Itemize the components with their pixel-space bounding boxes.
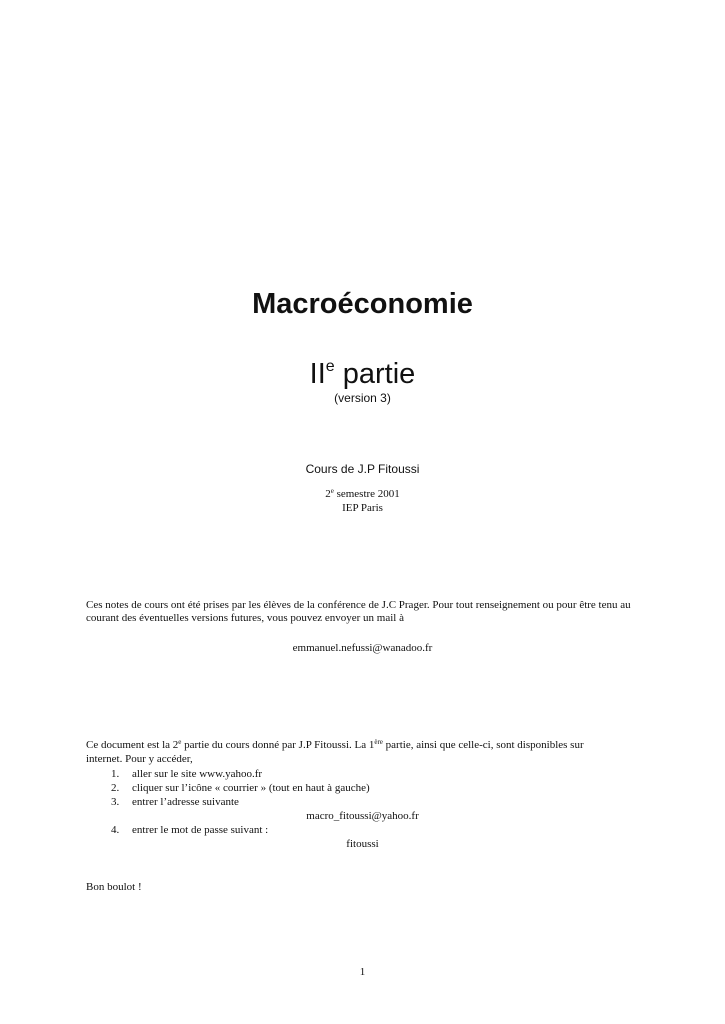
login-address: macro_fitoussi@yahoo.fr xyxy=(306,810,419,822)
note-superscript-1: e xyxy=(178,738,182,746)
document-note-line-1 xyxy=(86,739,646,752)
step-number: 1. xyxy=(111,768,120,780)
step-text: aller sur le site www.yahoo.fr xyxy=(132,768,263,780)
semester-superscript: e xyxy=(330,487,334,495)
document-note-line-2: internet. Pour y accéder, xyxy=(86,753,193,765)
step-text: entrer le mot de passe suivant : xyxy=(132,824,269,836)
subtitle-text: partie xyxy=(334,358,416,390)
note-part-3: partie, ainsi que celle-ci, sont disponibles sur xyxy=(382,739,584,751)
page-number: 1 xyxy=(359,966,366,978)
step-text: cliquer sur l’icône « courrier » (tout en haut à gauche) xyxy=(132,782,370,794)
semester-number: 2 xyxy=(325,488,331,500)
step-number: 4. xyxy=(111,824,120,836)
note-superscript-2: ère xyxy=(374,738,383,746)
semester-label xyxy=(0,488,725,501)
step-number: 3. xyxy=(111,796,120,808)
step-3 xyxy=(111,796,239,809)
document-subtitle xyxy=(0,358,725,391)
step-1 xyxy=(111,768,262,781)
subtitle-roman: II xyxy=(309,358,326,390)
contact-email[interactable]: emmanuel.nefussi@wanadoo.fr xyxy=(292,642,433,654)
document-title: Macroéconomie xyxy=(252,288,473,320)
step-text: entrer l’adresse suivante xyxy=(132,796,239,808)
version-label: (version 3) xyxy=(334,391,391,405)
step-4 xyxy=(111,824,268,837)
note-part-2: partie du cours donné par J.P Fitoussi. La 1 xyxy=(181,739,375,751)
step-2 xyxy=(111,782,370,795)
intro-paragraph: Ces notes de cours ont été prises par les élèves de la conférence de J.C Prager. Pour tout renseignement ou pour être tenu au courant des éventuelles versions futures, vous pouvez envoyer un mail à xyxy=(86,599,631,624)
course-label: Cours de J.P Fitoussi xyxy=(305,462,420,476)
subtitle-superscript: e xyxy=(325,358,335,375)
school-label: IEP Paris xyxy=(342,502,383,514)
note-part-1: Ce document est la 2 xyxy=(86,739,179,751)
step-number: 2. xyxy=(111,782,120,794)
semester-text: semestre 2001 xyxy=(333,488,400,500)
closing-text: Bon boulot ! xyxy=(86,881,142,893)
login-password: fitoussi xyxy=(346,838,379,850)
